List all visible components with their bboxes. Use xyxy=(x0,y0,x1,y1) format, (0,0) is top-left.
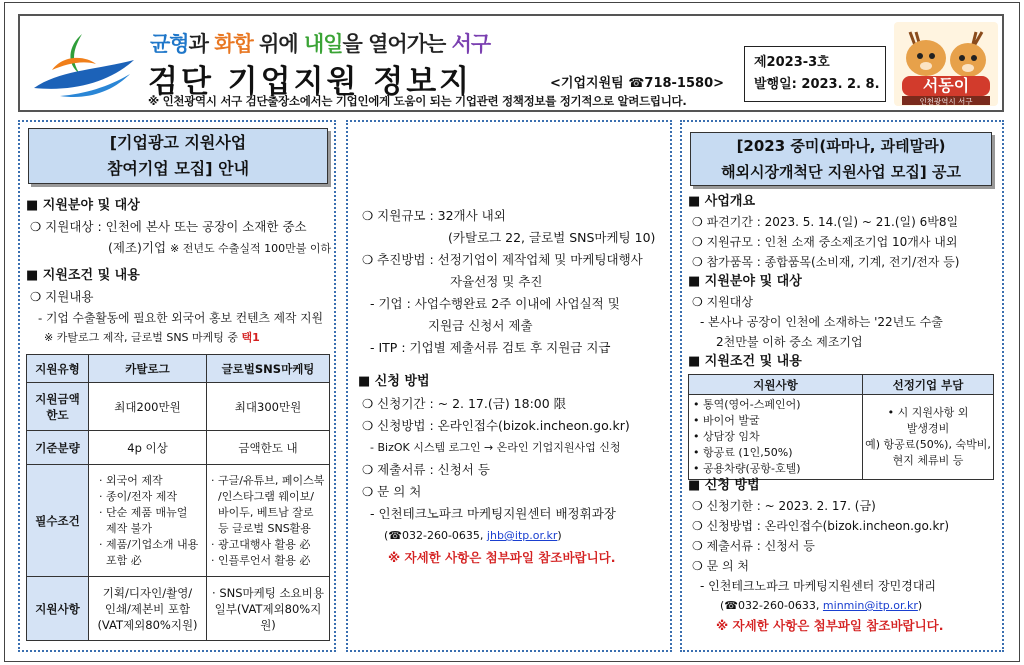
right-title-line: 해외시장개척단 지원사업 모집] 공고 xyxy=(721,163,961,181)
text-line: - 본사나 공장이 인천에 소재하는 '22년도 수출 xyxy=(700,315,943,329)
slogan-part: 위에 xyxy=(252,32,304,56)
text-line: 자율선정 및 추진 xyxy=(450,274,543,289)
text-line: - BizOK 시스템 로그인 → 온라인 기업지원사업 신청 xyxy=(370,441,621,454)
text-line xyxy=(720,598,922,614)
list-item: 기획/디자인/촬영/ xyxy=(102,585,193,600)
list-item: · 구글/유튜브, 페이스북 xyxy=(211,473,325,487)
text-line: 지원금 신청서 제출 xyxy=(428,318,533,333)
text-line: - 인천테크노파크 마케팅지원센터 배정휘과장 xyxy=(370,506,616,521)
row-label: 지원금액 한도 xyxy=(35,391,80,422)
list-item: /인스타그램 웨이보/ xyxy=(211,489,314,503)
text-line: - ITP : 기업별 제출서류 검토 후 지원금 지급 xyxy=(370,340,611,355)
table-header: 글로벌SNS마케팅 xyxy=(207,355,330,383)
slogan-part: 균형 xyxy=(150,32,189,56)
list-item: · 종이/전자 제작 xyxy=(99,489,177,503)
text-line: - 기업 : 사업수행완료 2주 이내에 사업실적 및 xyxy=(370,296,620,311)
table-cell-list xyxy=(207,465,330,577)
table-header: 선정기업 부담 xyxy=(863,375,994,395)
text-part: (☎032-260-0635, xyxy=(384,529,487,542)
seo-gu-logo-icon xyxy=(30,30,138,102)
support-type-table xyxy=(26,354,330,641)
text-line: ❍ 신청기한 : ~ 2023. 2. 17. (금) xyxy=(692,499,876,513)
table-cell: 최대300만원 xyxy=(207,383,330,431)
table-row-label: 기준분량 xyxy=(27,431,89,465)
section-heading: ■ 지원분야 및 대상 xyxy=(688,274,802,289)
text-line xyxy=(108,240,331,257)
mascot-caption: 인천광역시 서구 xyxy=(919,97,973,106)
email-link[interactable]: jhb@itp.or.kr xyxy=(486,529,558,542)
text-line: 2천만불 이하 중소 제조기업 xyxy=(716,335,863,349)
right-column xyxy=(680,120,1004,652)
table-cell-list xyxy=(89,577,207,641)
text-line: ❍ 신청방법 : 온라인접수(bizok.incheon.go.kr) xyxy=(362,418,630,433)
right-title-line: [2023 중미(파마나, 과테말라) xyxy=(736,137,946,155)
slogan-part: 과 xyxy=(188,32,215,56)
contact-team: <기업지원팀 ☎718-1580> xyxy=(550,76,725,91)
text-line: ❍ 문 의 처 xyxy=(362,484,422,499)
table-cell: 4p 이상 xyxy=(89,431,207,465)
list-item: 인쇄/제본비 포함 xyxy=(104,601,191,616)
text-line: ❍ 지원규모 : 인천 소재 중소제조기업 10개사 내외 xyxy=(692,235,958,249)
mascot-name: 서동이 xyxy=(922,76,970,95)
list-item: · 광고대행사 활용 必 xyxy=(211,537,311,551)
list-item: · 제품/기업소개 내용 xyxy=(99,537,199,551)
table-header: 카탈로그 xyxy=(89,355,207,383)
text-line: (카탈로그 22, 글로벌 SNS마케팅 10) xyxy=(448,230,656,245)
text-line: - 기업 수출활동에 필요한 외국어 홍보 컨텐츠 제작 지원 xyxy=(38,311,323,325)
section-heading: ■ 지원조건 및 내용 xyxy=(688,354,802,369)
text-part: ※ 카탈로그 제작, 글로벌 SNS 마케팅 중 xyxy=(44,331,242,344)
newsletter-header xyxy=(18,14,1004,112)
section-heading: ■ 사업개요 xyxy=(688,194,756,209)
slogan-part: 내일 xyxy=(303,32,343,56)
list-item: 예) 항공료(50%), 숙박비, xyxy=(865,438,991,451)
text-line: ❍ 파견기간 : 2023. 5. 14.(일) ~ 21.(일) 6박8일 xyxy=(692,215,959,229)
text-part: (☎032-260-0633, xyxy=(720,599,823,612)
notice-text: ※ 자세한 사항은 첨부파일 참조바랍니다. xyxy=(388,550,616,565)
text-line: ❍ 제출서류 : 신청서 등 xyxy=(362,462,490,477)
text-part: ) xyxy=(917,599,923,612)
table-cell: 금액한도 내 xyxy=(207,431,330,465)
slogan-part: 서구 xyxy=(451,32,491,56)
section-heading: ■ 신청 방법 xyxy=(358,374,430,389)
email-link[interactable]: minmin@itp.or.kr xyxy=(822,599,918,612)
list-item: • 공용차량(공항-호텔) xyxy=(693,462,801,475)
middle-column xyxy=(346,120,672,652)
table-row-label: 지원사항 xyxy=(27,577,89,641)
notice-text: ※ 자세한 사항은 첨부파일 참조바랍니다. xyxy=(716,618,944,633)
list-item: • 시 지원사항 외 xyxy=(887,406,969,419)
slogan xyxy=(150,28,490,58)
text-part: ) xyxy=(557,529,562,542)
list-item: · SNS마케팅 소요비용 xyxy=(212,585,324,600)
list-item: • 바이어 발굴 xyxy=(693,414,760,427)
left-title-line: 참여기업 모집] 안내 xyxy=(106,159,250,178)
text-line: ❍ 지원대상 xyxy=(692,295,753,309)
list-item: • 항공료 (1인,50%) xyxy=(693,446,793,459)
table-cell-list xyxy=(689,395,863,480)
text-line: ❍ 지원내용 xyxy=(30,289,94,304)
text-line: ❍ 문 의 처 xyxy=(692,559,749,573)
table-row-label: 필수조건 xyxy=(27,465,89,577)
text-line: ❍ 참가품목 : 종합품목(소비재, 기계, 전기/전자 등) xyxy=(692,255,960,269)
list-item: 등 글로벌 SNS활용 xyxy=(211,521,311,535)
list-item: 바이두, 베트남 잘로 xyxy=(211,505,314,519)
list-item: 현지 체류비 등 xyxy=(892,454,964,467)
text-part: ※ 전년도 수출실적 100만불 이하 xyxy=(170,242,332,255)
list-item: 포함 必 xyxy=(99,553,142,567)
list-item: · 단순 제품 매뉴얼 xyxy=(99,505,188,519)
table-cell-list xyxy=(89,465,207,577)
text-line: ❍ 신청기간 : ~ 2. 17.(금) 18:00 限 xyxy=(362,396,567,411)
left-title-box xyxy=(28,128,328,184)
text-line: ❍ 지원규모 : 32개사 내외 xyxy=(362,208,506,223)
table-cell-list xyxy=(207,577,330,641)
newsletter-subtitle: ※ 인천광역시 서구 검단출장소에서는 기업인에게 도움이 되는 기업관련 정책정보를 정기적으로 알려드립니다. xyxy=(148,94,687,108)
list-item: (VAT제외80%지원) xyxy=(97,617,198,632)
newsletter-title: 검단 기업지원 정보지 xyxy=(148,64,473,100)
text-part: 택1 xyxy=(241,331,260,344)
text-line xyxy=(44,330,260,346)
slogan-part: 화합 xyxy=(214,32,253,56)
left-column xyxy=(18,120,336,652)
text-line xyxy=(384,528,562,544)
table-header: 지원유형 xyxy=(27,355,89,383)
text-line: - 인천테크노파크 마케팅지원센터 장민경대리 xyxy=(700,579,937,593)
list-item: • 통역(영어-스페인어) xyxy=(693,398,801,411)
issue-date: 발행일: 2023. 2. 8. xyxy=(754,77,880,92)
text-part: (제조)기업 xyxy=(108,240,167,255)
section-heading: ■ 신청 방법 xyxy=(688,478,760,493)
list-item: • 상담장 임차 xyxy=(693,430,760,443)
table-row-label xyxy=(27,383,89,431)
section-heading: ■ 지원분야 및 대상 xyxy=(26,198,140,213)
left-title-line: [기업광고 지원사업 xyxy=(109,133,247,152)
text-line: ❍ 제출서류 : 신청서 등 xyxy=(692,539,815,553)
issue-box xyxy=(744,46,886,102)
table-header: 지원사항 xyxy=(689,375,863,395)
list-item: · 외국어 제작 xyxy=(99,473,163,487)
list-item: 일부(VAT제외80%지원) xyxy=(214,601,322,632)
table-cell-list xyxy=(863,395,994,480)
text-line: ❍ 추진방법 : 선정기업이 제작업체 및 마케팅대행사 xyxy=(362,252,643,267)
table-cell: 최대200만원 xyxy=(89,383,207,431)
list-item: 제작 불가 xyxy=(99,521,152,535)
text-line: ❍ 지원대상 : 인천에 본사 또는 공장이 소재한 중소 xyxy=(30,219,307,234)
issue-number: 제2023-3호 xyxy=(754,55,830,70)
text-line: ❍ 신청방법 : 온라인접수(bizok.incheon.go.kr) xyxy=(692,519,950,533)
right-title-box xyxy=(690,132,992,186)
support-items-table xyxy=(688,374,994,480)
list-item: · 인플루언서 활용 必 xyxy=(211,553,311,567)
list-item: 발생경비 xyxy=(906,422,950,435)
section-heading: ■ 지원조건 및 내용 xyxy=(26,268,140,283)
slogan-part: 을 열어가는 xyxy=(342,32,452,56)
